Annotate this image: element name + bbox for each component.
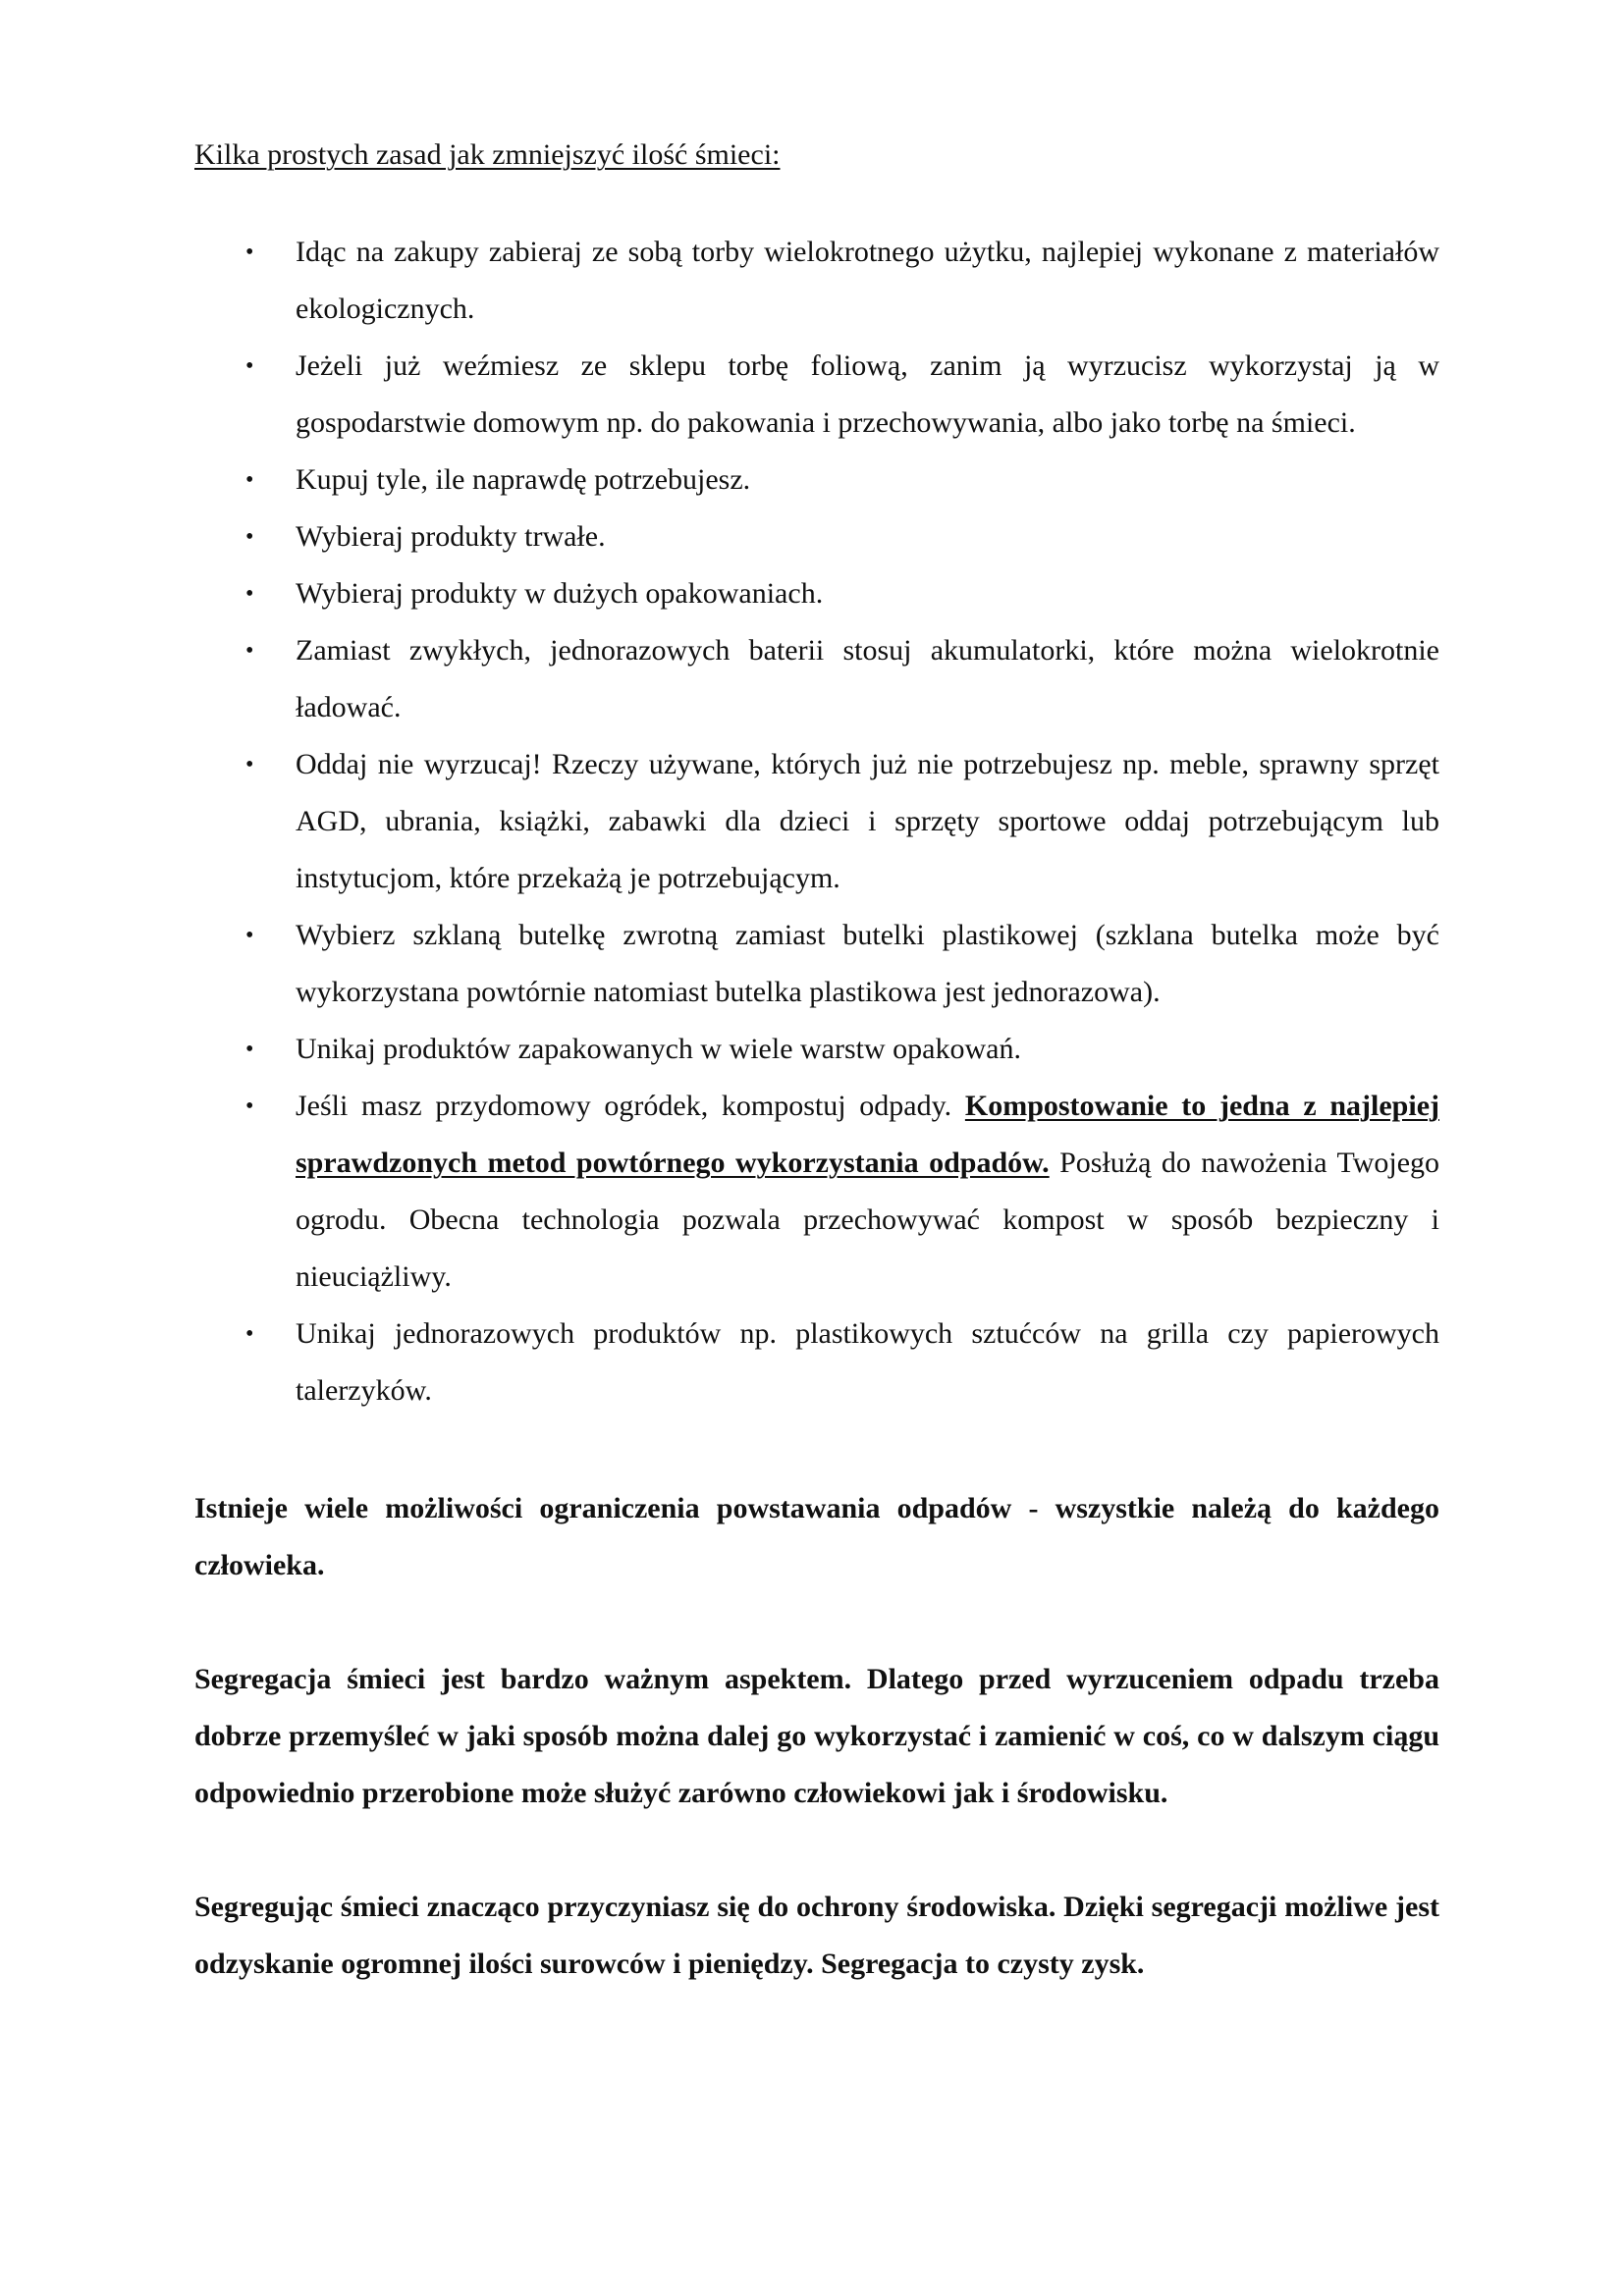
section-heading: Kilka prostych zasad jak zmniejszyć ilość śmieci: <box>194 138 781 171</box>
list-item <box>194 508 1439 565</box>
list-item-text: Wybieraj produkty w dużych opakowaniach. <box>296 577 824 610</box>
list-item-text: Unikaj produktów zapakowanych w wiele warstw opakowań. <box>296 1033 1021 1065</box>
list-item <box>194 1306 1439 1419</box>
list-item-text: Unikaj jednorazowych produktów np. plastikowych sztućców na grilla czy papierowych talerzyków. <box>296 1317 1439 1407</box>
summary-paragraph-3: Segregując śmieci znacząco przyczyniasz się do ochrony środowiska. Dzięki segregacji możliwe jest odzyskanie ogromnej ilości surowców i pieniędzy. Segregacja to czysty zysk. <box>194 1891 1439 1980</box>
list-item-text: Zamiast zwykłych, jednorazowych baterii stosuj akumulatorki, które można wielokrotnie ładować. <box>296 634 1439 723</box>
list-item-text: Oddaj nie wyrzucaj! Rzeczy używane, których już nie potrzebujesz np. meble, sprawny sprzęt AGD, ubrania, książki, zabawki dla dzieci i sprzęty sportowe oddaj potrzebującym lub instytucjom, które przekażą je potrzebującym. <box>296 748 1439 894</box>
list-item <box>194 1021 1439 1078</box>
list-item-text: Wybierz szklaną butelkę zwrotną zamiast butelki plastikowej (szklana butelka może być wykorzystana powtórnie natomiast butelka plastikowa jest jednorazowa). <box>296 919 1439 1008</box>
list-item-text: Jeżeli już weźmiesz ze sklepu torbę foliową, zanim ją wyrzucisz wykorzystaj ją w gospodarstwie domowym np. do pakowania i przechowywania, albo jako torbę na śmieci. <box>296 349 1439 439</box>
list-item-text: Wybieraj produkty trwałe. <box>296 520 606 553</box>
bullet-icon: • <box>245 1321 254 1347</box>
summary-paragraph-1: Istnieje wiele możliwości ograniczenia powstawania odpadów - wszystkie należą do każdego człowieka. <box>194 1492 1439 1581</box>
list-item <box>194 338 1439 452</box>
bullet-icon: • <box>245 524 254 550</box>
list-item-text: Kupuj tyle, ile naprawdę potrzebujesz. <box>296 463 751 496</box>
bullet-icon: • <box>245 1094 254 1119</box>
bullet-icon: • <box>245 638 254 664</box>
bullet-icon: • <box>245 1037 254 1062</box>
list-item-text-after: Posłużą do nawożenia Twojego ogrodu. Obecna technologia pozwala przechowywać kompost w sposób bezpieczny i nieuciążliwy. <box>296 1147 1440 1293</box>
list-item-text-before: Jeśli masz przydomowy ogródek, kompostuj odpady. <box>296 1090 965 1122</box>
list-item <box>194 622 1439 736</box>
bullet-icon: • <box>245 353 254 379</box>
list-item <box>194 907 1439 1021</box>
list-item-text: Idąc na zakupy zabieraj ze sobą torby wielokrotnego użytku, najlepiej wykonane z materiałów ekologicznych. <box>296 236 1439 325</box>
compost-emphasis-text: Kompostowanie to jedna z najlepiej sprawdzonych metod powtórnego wykorzystania odpadów. <box>296 1090 1439 1179</box>
summary-paragraph-2: Segregacja śmieci jest bardzo ważnym aspektem. Dlatego przed wyrzuceniem odpadu trzeba dobrze przemyśleć w jaki sposób można dalej go wykorzystać i zamienić w coś, co w dalszym ciągu odpowiednio przerobione może służyć zarówno człowiekowi jak i środowisku. <box>194 1663 1439 1809</box>
list-item <box>194 565 1439 622</box>
list-item <box>194 224 1439 338</box>
document-content <box>194 135 1439 1993</box>
tips-list <box>194 224 1439 1419</box>
bullet-icon: • <box>245 752 254 777</box>
list-item-compost <box>194 1078 1439 1306</box>
bullet-icon: • <box>245 467 254 493</box>
list-item <box>194 736 1439 907</box>
list-item <box>194 452 1439 508</box>
bullet-icon: • <box>245 923 254 948</box>
bullet-icon: • <box>245 240 254 265</box>
bullet-icon: • <box>245 581 254 607</box>
